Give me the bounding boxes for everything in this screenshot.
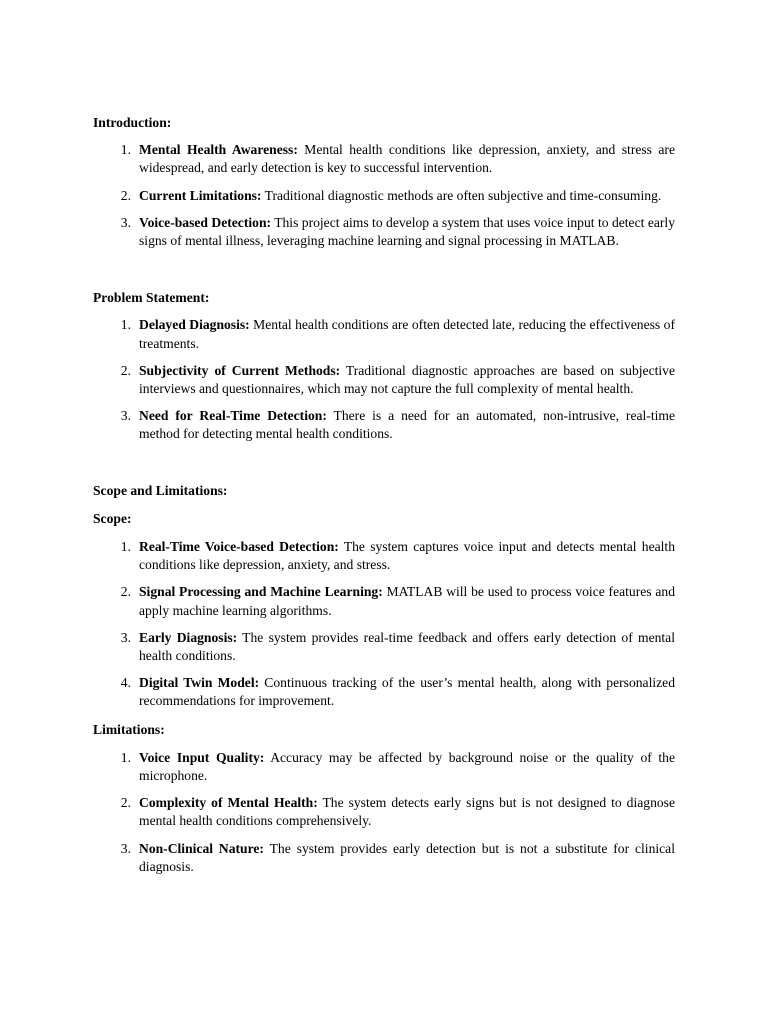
item-number: 1. [120, 539, 131, 555]
list-item [93, 141, 675, 177]
item-title: Digital Twin Model: [139, 675, 260, 691]
list-item [93, 840, 675, 876]
scope-list [93, 538, 675, 711]
item-body [139, 141, 675, 177]
scope-heading: Scope: [93, 510, 132, 526]
item-text: Mental health conditions are often detected late, reducing the effectiveness of treatments. [139, 317, 675, 351]
item-title: Real-Time Voice-based Detection: [139, 539, 339, 555]
item-number: 1. [120, 749, 131, 765]
item-title: Voice-based Detection: [139, 214, 272, 230]
document-page [93, 114, 675, 876]
item-body [139, 187, 675, 205]
item-text: MATLAB will be used to process voice features and apply machine learning algorithms. [139, 584, 675, 618]
list-item [93, 674, 675, 710]
item-body [139, 214, 675, 250]
item-body [139, 794, 675, 830]
limitations-list [93, 749, 675, 876]
item-number: 1. [120, 142, 131, 158]
item-text: This project aims to develop a system that uses voice input to detect early signs of mental illness, leveraging machine learning and signal processing in MATLAB. [139, 214, 675, 249]
item-number: 1. [120, 317, 131, 333]
item-text: Continuous tracking of the user’s mental health, along with personalized recommendations for improvement. [139, 675, 675, 709]
item-text: Accuracy may be affected by background noise or the quality of the microphone. [139, 749, 676, 784]
list-item [93, 362, 675, 398]
item-text: Traditional diagnostic approaches are based on subjective interviews and questionnaires, which may not capture the full complexity of mental health. [139, 362, 675, 397]
item-number: 2. [120, 187, 131, 203]
list-item [93, 749, 675, 785]
item-body [139, 674, 675, 710]
item-number: 3. [120, 408, 131, 424]
list-item [93, 629, 675, 665]
item-body [139, 362, 675, 398]
list-item [93, 538, 675, 574]
item-text: Traditional diagnostic methods are often subjective and time-consuming. [261, 187, 662, 203]
problem-statement-list [93, 316, 675, 443]
item-title: Need for Real-Time Detection: [139, 408, 327, 424]
list-item [93, 794, 675, 830]
list-item [93, 214, 675, 250]
item-body [139, 407, 675, 443]
item-number: 2. [120, 584, 131, 600]
item-number: 2. [120, 362, 131, 378]
list-item [93, 316, 675, 352]
item-number: 4. [120, 675, 131, 691]
list-item [93, 407, 675, 443]
introduction-list [93, 141, 675, 250]
item-body [139, 629, 675, 665]
item-number: 2. [120, 795, 131, 811]
item-text: The system provides real-time feedback and offers early detection of mental health conditions. [139, 629, 675, 664]
item-body [139, 538, 675, 574]
item-number: 3. [120, 840, 131, 856]
item-title: Current Limitations: [139, 187, 262, 203]
item-text: Mental health conditions like depression, anxiety, and stress are widespread, and early detection is key to successful intervention. [139, 142, 675, 176]
item-text: The system provides early detection but is not a substitute for clinical diagnosis. [139, 840, 675, 874]
list-item [93, 583, 675, 619]
item-text: There is a need for an automated, non-intrusive, real-time method for detecting mental health conditions. [139, 408, 675, 442]
item-title: Delayed Diagnosis: [139, 317, 250, 333]
item-body [139, 749, 675, 785]
item-number: 3. [120, 214, 131, 230]
item-title: Subjectivity of Current Methods: [139, 362, 341, 378]
item-title: Non-Clinical Nature: [139, 840, 264, 856]
item-title: Signal Processing and Machine Learning: [139, 584, 383, 600]
scope-limitations-heading: Scope and Limitations: [93, 482, 228, 498]
item-text: The system detects early signs but is not designed to diagnose mental health conditions comprehensively. [139, 795, 675, 829]
item-title: Early Diagnosis: [139, 629, 238, 645]
item-text: The system captures voice input and detects mental health conditions like depression, anxiety, and stress. [139, 539, 675, 573]
item-body [139, 316, 675, 352]
problem-statement-heading: Problem Statement: [93, 290, 210, 306]
item-number: 3. [120, 629, 131, 645]
item-title: Complexity of Mental Health: [139, 795, 318, 811]
item-title: Mental Health Awareness: [139, 142, 298, 158]
item-title: Voice Input Quality: [139, 749, 265, 765]
item-body [139, 840, 675, 876]
item-body [139, 583, 675, 619]
list-item [93, 187, 675, 205]
limitations-heading: Limitations: [93, 721, 165, 737]
introduction-heading: Introduction: [93, 115, 172, 130]
